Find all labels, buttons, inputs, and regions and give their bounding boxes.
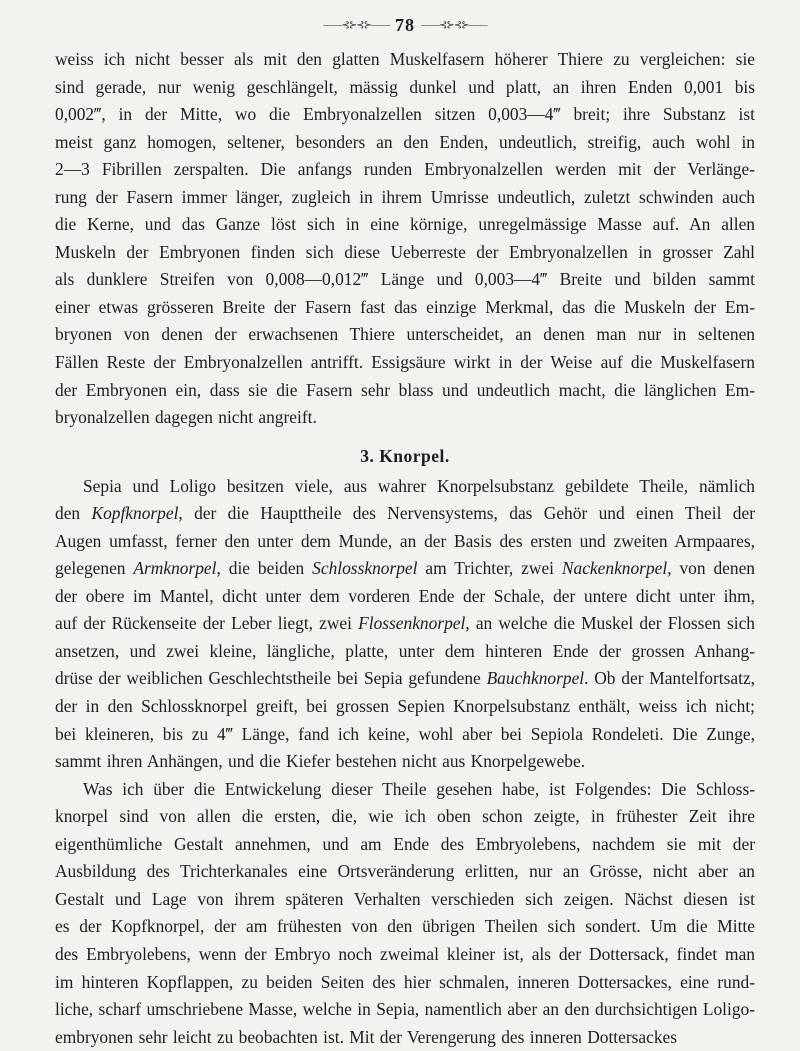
italic-term: Schlossknorpel xyxy=(312,558,418,579)
p3-line: Was ich über die Entwickelung dieser Theile gesehen habe, ist Folgendes: Die Schloss- xyxy=(83,778,755,799)
italic-term: Nackenknorpel xyxy=(561,558,668,579)
p1-line: bryonalzellen dagegen nicht angreift. xyxy=(55,407,317,428)
p2-line: auf der Rückenseite der Leber liegt, zwei Flossenknorpel, an welche die Muskel der Flossen sich xyxy=(55,613,755,634)
p2-line: Augen umfasst, ferner den unter dem Munde, an der Basis des ersten und zweiten Armpaares, xyxy=(55,530,755,551)
p1-line: die Kerne, und das Ganze löst sich in eine körnige, unregelmässige Masse auf. An allen xyxy=(55,214,755,235)
p1-line: Muskeln der Embryonen finden sich diese Ueberreste der Embryonalzellen in grosser Zahl xyxy=(55,241,755,262)
italic-term: Armknorpel xyxy=(133,558,217,579)
italic-term: Bauchknorpel xyxy=(486,668,585,689)
p3-line: im hinteren Kopflappen, zu beiden Seiten des hier schmalen, inneren Dottersackes, eine rund- xyxy=(55,971,755,992)
section-heading: 3. Knorpel. xyxy=(360,445,450,466)
paragraph-cartilage-development xyxy=(55,776,755,1051)
p2-line: der in den Schlossknorpel greift, bei grossen Sepien Knorpelsubstanz enthält, weiss ich nicht; xyxy=(55,696,755,717)
header-ornament-left: ——⊰⊱⊰⊱—— xyxy=(323,19,389,31)
italic-term: Flossenknorpel xyxy=(358,613,466,634)
p1-line: sind gerade, nur wenig geschlängelt, mässig dunkel und platt, an ihren Enden 0,001 bis xyxy=(55,76,755,97)
p3-line: eigenthümliche Gestalt annehmen, und am Ende des Embryolebens, nachdem sie mit der xyxy=(55,833,755,854)
page-header xyxy=(55,12,755,38)
p2-line: Sepia und Loligo besitzen viele, aus wahrer Knorpelsubstanz gebildete Theile, nämlich xyxy=(83,475,755,496)
p1-line: meist ganz homogen, seltener, besonders an den Enden, undeutlich, streifig, auch wohl in xyxy=(55,131,755,152)
p3-line: Ausbildung des Trichterkanales eine Ortsveränderung erlitten, nur an Grösse, nicht aber an xyxy=(55,861,755,882)
p2-line: gelegenen Armknorpel, die beiden Schlossknorpel am Trichter, zwei Nackenknorpel, von denen xyxy=(55,558,755,579)
p2-line: der obere im Mantel, dicht unter dem vorderen Ende der Schale, der untere dicht unter ihm, xyxy=(55,585,755,606)
p3-line: des Embryolebens, wenn der Embryo noch zweimal kleiner ist, als der Dottersack, findet man xyxy=(55,943,755,964)
p1-line: 2—3 Fibrillen zerspalten. Die anfangs runden Embryonalzellen werden mit der Verlänge- xyxy=(55,159,755,180)
p3-line: knorpel sind von allen die ersten, die, wie ich oben schon zeigte, in frühester Zeit ihre xyxy=(55,806,755,827)
p1-line: bryonen von denen der erwachsenen Thiere unterscheidet, an denen man nur in seltenen xyxy=(55,324,755,345)
p2-line: sammt ihren Anhängen, und die Kiefer bestehen nicht aus Knorpelgewebe. xyxy=(55,751,586,772)
p2-line: bei kleineren, bis zu 4‴ Länge, fand ich keine, wohl aber bei Sepiola Rondeleti. Die Zunge, xyxy=(55,723,755,744)
p1-line: der Embryonen ein, dass sie die Fasern sehr blass und undeutlich macht, die länglichen Em- xyxy=(55,379,755,400)
p3-line: liche, scharf umschriebene Masse, welche in Sepia, namentlich aber an den durchsichtigen Loligo- xyxy=(55,999,755,1020)
p1-line: weiss ich nicht besser als mit den glatten Muskelfasern höherer Thiere zu vergleichen: sie xyxy=(55,49,755,69)
p1-line: Fällen Reste der Embryonalzellen antrifft. Essigsäure wirkt in der Weise auf die Muskelfasern xyxy=(55,352,755,373)
p2-line: ansetzen, und zwei kleine, längliche, platte, unter dem hinteren Ende der grossen Anhang- xyxy=(55,640,755,661)
p3-line: es der Kopfknorpel, der am frühesten von den übrigen Theilen sich sondert. Um die Mitte xyxy=(55,916,755,937)
p3-line: Gestalt und Lage von ihrem späteren Verhalten verschieden sich zeigen. Nächst diesen ist xyxy=(55,888,755,909)
p1-line: rung der Fasern immer länger, zugleich in ihrem Umrisse undeutlich, zuletzt schwinden auch xyxy=(55,186,755,207)
p1-line: als dunklere Streifen von 0,008—0,012‴ Länge und 0,003—4‴ Breite und bilden sammt xyxy=(55,269,755,290)
p3-line: embryonen sehr leicht zu beobachten ist. Mit der Verengerung des inneren Dottersackes xyxy=(55,1026,678,1047)
paragraph-muscle-fibers xyxy=(55,46,755,432)
p1-line: 0,002‴, in der Mitte, wo die Embryonalzellen sitzen 0,003—4‴ breit; ihre Substanz ist xyxy=(55,104,755,125)
p2-line: den Kopfknorpel, der die Haupttheile des Nervensystems, das Gehör und einen Theil der xyxy=(55,503,755,524)
paragraph-cartilage-parts xyxy=(55,473,755,776)
p1-line: einer etwas grösseren Breite der Fasern fast das einzige Merkmal, das die Muskeln der Em- xyxy=(55,296,755,317)
page-number: 78 xyxy=(395,14,415,35)
page xyxy=(55,12,755,1051)
p2-line: drüse der weiblichen Geschlechtstheile bei Sepia gefundene Bauchknorpel. Ob der Mantelfortsatz, xyxy=(55,668,756,689)
italic-term: Kopfknorpel xyxy=(91,503,179,524)
header-ornament-right: ——⊰⊱⊰⊱—— xyxy=(421,19,487,31)
